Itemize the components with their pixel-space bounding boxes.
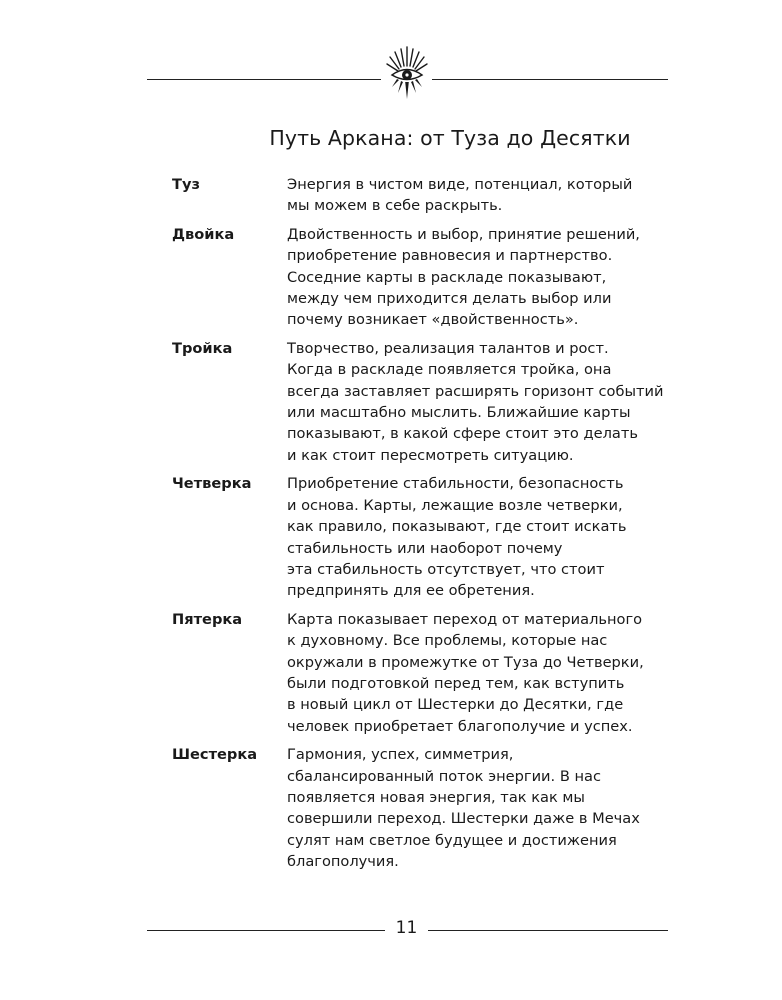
description-line: стабильность или наоборот почему	[287, 539, 563, 557]
description-line: к духовному. Все проблемы, которые нас	[287, 632, 608, 650]
list-item	[172, 473, 672, 601]
description-line: были подготовкой перед тем, как вступить	[287, 674, 625, 692]
entry-description	[287, 609, 672, 737]
entry-description	[287, 224, 672, 331]
list-item	[172, 609, 672, 737]
page-number: 11	[395, 918, 418, 938]
list-item	[172, 338, 672, 466]
entry-description	[287, 174, 672, 217]
eye-sunburst-icon	[382, 44, 432, 100]
description-line: приобретение равновесия и партнерство.	[287, 247, 613, 265]
description-line: Двойственность и выбор, принятие решений,	[287, 225, 640, 243]
list-item	[172, 174, 672, 217]
entry-term: Двойка	[172, 225, 235, 243]
description-line: сбалансированный поток энергии. В нас	[287, 767, 601, 785]
header-rule-left	[147, 79, 381, 80]
description-line: Когда в раскладе появляется тройка, она	[287, 361, 612, 379]
description-line: мы можем в себе раскрыть.	[287, 197, 503, 215]
entry-term: Туз	[172, 176, 200, 193]
arcana-list	[172, 174, 672, 880]
entry-description	[287, 473, 672, 601]
description-line: человек приобретает благополучие и успех.	[287, 717, 633, 735]
description-line: всегда заставляет расширять горизонт событий	[287, 382, 664, 400]
description-line: Соседние карты в раскладе показывают,	[287, 268, 607, 286]
description-line: эта стабильность отсутствует, что стоит	[287, 560, 605, 578]
description-line: предпринять для ее обретения.	[287, 582, 535, 600]
description-line: Творчество, реализация талантов и рост.	[287, 339, 609, 357]
description-line: или масштабно мыслить. Ближайшие карты	[287, 404, 631, 422]
description-line: и основа. Карты, лежащие возле четверки,	[287, 496, 623, 514]
description-line: и как стоит пересмотреть ситуацию.	[287, 446, 574, 464]
entry-term: Тройка	[172, 339, 233, 357]
entry-description	[287, 338, 672, 466]
description-line: как правило, показывают, где стоит искать	[287, 518, 627, 536]
description-line: появляется новая энергия, так как мы	[287, 788, 585, 806]
description-line: благополучия.	[287, 853, 399, 871]
list-item	[172, 744, 672, 872]
description-line: Гармония, успех, симметрия,	[287, 746, 514, 764]
footer-rule-left	[147, 930, 385, 931]
description-line: между чем приходится делать выбор или	[287, 290, 612, 308]
entry-term: Пятерка	[172, 610, 243, 628]
description-line: показывают, в какой сфере стоит это делать	[287, 425, 638, 443]
description-line: Энергия в чистом виде, потенциал, который	[287, 176, 633, 193]
description-line: совершили переход. Шестерки даже в Мечах	[287, 810, 640, 828]
description-line: сулят нам светлое будущее и достижения	[287, 831, 617, 849]
list-item	[172, 224, 672, 331]
description-line: Карта показывает переход от материального	[287, 610, 643, 628]
description-line: почему возникает «двойственность».	[287, 311, 579, 329]
footer-rule-right	[428, 930, 668, 931]
description-line: в новый цикл от Шестерки до Десятки, где	[287, 696, 624, 714]
header-rule-right	[432, 79, 668, 80]
entry-description	[287, 744, 672, 872]
description-line: окружали в промежутке от Туза до Четверки,	[287, 653, 644, 671]
entry-term: Четверка	[172, 475, 252, 493]
description-line: Приобретение стабильности, безопасность	[287, 475, 624, 493]
entry-term: Шестерка	[172, 746, 258, 764]
page-title: Путь Аркана: от Туза до Десятки	[269, 126, 631, 150]
